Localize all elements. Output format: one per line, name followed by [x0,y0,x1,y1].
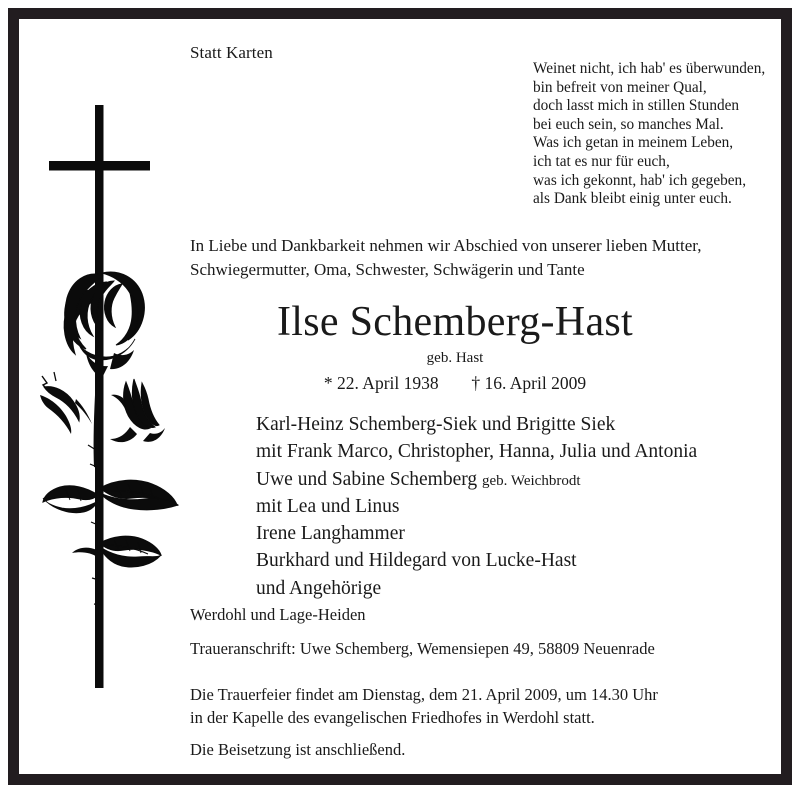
poem-line: was ich gekonnt, hab' ich gegeben, [533,171,747,189]
memorial-poem [533,60,765,209]
life-dates [0,372,800,394]
ceremony-details [190,684,658,762]
survivor-line [256,548,697,575]
survivor-line [256,467,697,494]
places-block [190,604,655,660]
birth-date: 22. April 1938 [337,373,439,393]
survivor-line [256,412,697,439]
intro-line: Schwiegermutter, Oma, Schwester, Schwägerin und Tante [190,260,585,279]
farewell-intro [190,234,770,282]
survivor-line [256,576,697,603]
poem-line: Weinet nicht, ich hab' es überwunden, [533,60,766,77]
cross-rose-svg [30,95,195,705]
death-symbol: † [471,373,481,393]
survivors-list [256,412,697,603]
survivor-name: Irene Langhammer [256,523,405,545]
survivor-name: Uwe und Sabine Schemberg [256,468,478,490]
poem-line: Was ich getan in meinem Leben, [533,134,734,152]
survivor-name: Burkhard und Hildegard von Lucke-Hast [256,550,577,572]
survivor-name: mit Lea und Linus [256,495,400,517]
places-line: Werdohl und Lage-Heiden [190,605,366,624]
statt-karten-label: Statt Karten [190,43,273,62]
ceremony-line: Die Trauerfeier findet am Dienstag, dem 21. April 2009, um 14.30 Uhr [190,685,658,704]
survivor-line [256,494,697,521]
survivor-line [256,521,697,548]
deceased-maiden-name: geb. Hast [426,350,484,366]
death-date: 16. April 2009 [484,373,587,393]
poem-line: als Dank bleibt einig unter euch. [533,190,732,208]
mourning-address: Traueranschrift: Uwe Schemberg, Wemensiepen 49, 58809 Neuenrade [190,639,655,658]
survivor-name: mit Frank Marco, Christopher, Hanna, Julia und Antonia [256,441,698,463]
survivor-suffix: geb. Weichbrodt [482,472,581,489]
survivor-line [256,439,697,466]
survivor-name: und Angehörige [256,577,382,599]
poem-line: ich tat es nur für euch, [533,152,670,170]
deceased-name: Ilse Schemberg-Hast [277,299,633,345]
burial-note: Die Beisetzung ist anschließend. [190,740,406,759]
ceremony-line: in der Kapelle des evangelischen Friedhofes in Werdohl statt. [190,707,595,727]
birth-symbol: * [323,373,333,393]
survivor-name: Karl-Heinz Schemberg-Siek und Brigitte Siek [256,414,616,435]
poem-line: bei euch sein, so manches Mal. [533,115,724,133]
cross-with-rose-illustration [30,95,195,705]
poem-line: doch lasst mich in stillen Stunden [533,97,740,115]
poem-line: bin befreit von meiner Qual, [533,78,707,96]
intro-line: In Liebe und Dankbarkeit nehmen wir Abschied von unserer lieben Mutter, [190,236,702,255]
